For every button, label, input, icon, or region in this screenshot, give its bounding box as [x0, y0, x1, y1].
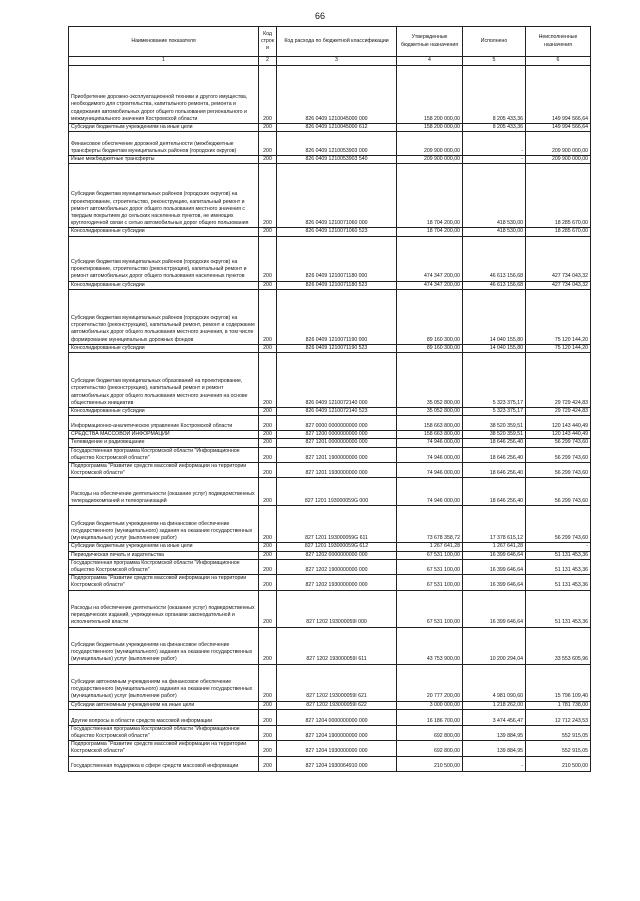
row-line-code: 200	[259, 478, 277, 506]
row-unexecuted: 51 131 453,36	[526, 590, 591, 627]
table-row	[69, 575, 591, 590]
table-row	[69, 431, 591, 439]
row-unexecuted: 51 131 453,36	[526, 559, 591, 574]
row-line-code: 200	[259, 236, 277, 281]
row-approved: 158 663 800,00	[397, 416, 463, 431]
row-budget-code: 826 0409 1210045000 000	[277, 66, 397, 124]
column-index: 6	[526, 57, 591, 66]
row-line-code: 200	[259, 228, 277, 236]
row-line-code: 200	[259, 416, 277, 431]
row-line-code: 200	[259, 551, 277, 559]
row-approved: 18 704 200,00	[397, 164, 463, 228]
row-line-code: 200	[259, 281, 277, 289]
row-executed: 14 040 155,80	[463, 289, 526, 344]
row-budget-code: 826 0409 1210071180 523	[277, 281, 397, 289]
table-row	[69, 156, 591, 164]
row-budget-code: 827 1202 1900000000 000	[277, 559, 397, 574]
row-budget-code: 826 0409 1210053903 540	[277, 156, 397, 164]
row-line-code: 200	[259, 590, 277, 627]
row-approved: 692 800,00	[397, 725, 463, 740]
header-line-code: Код строк и	[259, 27, 277, 57]
row-approved: 89 160 300,00	[397, 289, 463, 344]
row-budget-code: 827 1201 1900000000 000	[277, 447, 397, 462]
row-name: Консолидированные субсидии	[69, 408, 259, 416]
row-unexecuted: 149 994 566,64	[526, 124, 591, 132]
page-number: 66	[314, 11, 325, 21]
row-unexecuted: 552 915,05	[526, 725, 591, 740]
row-approved: 209 900 000,00	[397, 132, 463, 156]
row-name: Государственная поддержка в сфере средств массовой информации	[69, 756, 259, 771]
row-line-code: 200	[259, 156, 277, 164]
row-budget-code: 827 1204 1930064910 000	[277, 756, 397, 771]
row-executed: 18 646 256,40	[463, 439, 526, 447]
row-name: Периодическая печать и издательства	[69, 551, 259, 559]
row-executed: 139 884,95	[463, 725, 526, 740]
row-budget-code: 827 1201 193000059G 612	[277, 543, 397, 551]
row-line-code: 200	[259, 353, 277, 408]
row-name: Субсидии бюджетным учреждениям на иные цели	[69, 543, 259, 551]
row-executed: 10 200 294,04	[463, 627, 526, 664]
row-line-code: 200	[259, 543, 277, 551]
row-budget-code: 827 1202 193000059I 622	[277, 701, 397, 709]
row-approved: 35 052 800,00	[397, 408, 463, 416]
row-executed: -	[463, 132, 526, 156]
row-name: Субсидии бюджетам муниципальных районов (городских округов) на строительство (реконструкцию), капитальный ремонт, ремонт и содержание автомобильных дорог общего пользования местного значения, в том числе формирование муниципальных дорожных фондов	[69, 289, 259, 344]
row-executed: 18 646 256,40	[463, 463, 526, 478]
row-budget-code: 826 0409 1210071180 000	[277, 236, 397, 281]
table-row	[69, 709, 591, 725]
header-unexecuted: Неисполненные назначения	[526, 27, 591, 57]
row-name: Консолидированные субсидии	[69, 228, 259, 236]
row-line-code: 200	[259, 164, 277, 228]
row-executed: 16 399 646,64	[463, 590, 526, 627]
row-executed: 38 520 359,51	[463, 431, 526, 439]
row-unexecuted: 149 994 566,64	[526, 66, 591, 124]
row-unexecuted: 120 143 440,49	[526, 431, 591, 439]
row-executed: 16 399 646,64	[463, 551, 526, 559]
row-executed: 18 646 256,40	[463, 478, 526, 506]
table-row	[69, 590, 591, 627]
row-executed: 418 530,00	[463, 228, 526, 236]
row-budget-code: 827 1200 0000000000 000	[277, 431, 397, 439]
row-unexecuted: 51 131 453,36	[526, 551, 591, 559]
table-row	[69, 236, 591, 281]
row-name: Расходы на обеспечение деятельности (оказание услуг) подведомственных периодических изданий, учрежденных органами законодательной и исполнительной власти	[69, 590, 259, 627]
row-executed: 3 474 456,47	[463, 709, 526, 725]
table-row	[69, 439, 591, 447]
row-unexecuted: 427 734 043,32	[526, 281, 591, 289]
row-line-code: 200	[259, 741, 277, 756]
row-approved: 692 800,00	[397, 741, 463, 756]
row-approved: 20 777 200,00	[397, 664, 463, 701]
row-name: Иные межбюджетные трансферты	[69, 156, 259, 164]
row-unexecuted: 33 553 605,96	[526, 627, 591, 664]
row-name: Субсидии автономным учреждениям на финансовое обеспечение государственного (муниципального) задания на оказание государственных (муниципальных) услуг (выполнение работ)	[69, 664, 259, 701]
row-name: Приобретение дорожно-эксплуатационной техники и другого имущества, необходимого для строительства, капитального ремонта, ремонта и содержания автомобильных дорог общего пользования регионального и межмуниципального значения Костромской области	[69, 66, 259, 124]
column-index: 5	[463, 57, 526, 66]
row-line-code: 200	[259, 408, 277, 416]
column-index: 4	[397, 57, 463, 66]
row-executed: 139 884,95	[463, 741, 526, 756]
table-row	[69, 478, 591, 506]
row-name: Субсидии бюджетным учреждениям на финансовое обеспечение государственного (муниципального) задания на оказание государственных (муниципальных) услуг (выполнение работ)	[69, 627, 259, 664]
row-line-code: 200	[259, 439, 277, 447]
row-unexecuted: 210 500,00	[526, 756, 591, 771]
row-name: Государственная программа Костромской области "Информационное общество Костромской области"	[69, 725, 259, 740]
row-name: Телевидение и радиовещание	[69, 439, 259, 447]
row-executed: 16 399 646,64	[463, 559, 526, 574]
row-executed: -	[463, 756, 526, 771]
table-row	[69, 408, 591, 416]
row-executed: 1 267 641,28	[463, 543, 526, 551]
row-executed: 4 981 090,60	[463, 664, 526, 701]
table-row	[69, 416, 591, 431]
table-row	[69, 344, 591, 352]
row-executed: 38 520 359,51	[463, 416, 526, 431]
row-unexecuted: 15 796 109,40	[526, 664, 591, 701]
row-name: Субсидии бюджетным учреждениям на иные цели	[69, 124, 259, 132]
row-budget-code: 827 1204 1930000000 000	[277, 741, 397, 756]
row-approved: 210 500,00	[397, 756, 463, 771]
row-approved: 74 946 000,00	[397, 439, 463, 447]
row-approved: 16 186 700,00	[397, 709, 463, 725]
row-line-code: 200	[259, 506, 277, 543]
row-unexecuted: 56 299 743,60	[526, 439, 591, 447]
row-executed: 18 646 256,40	[463, 447, 526, 462]
row-name: Подпрограмма "Развитие средств массовой информации на территории Костромской области"	[69, 741, 259, 756]
row-budget-code: 827 0000 0000000000 000	[277, 416, 397, 431]
row-unexecuted: 75 120 144,20	[526, 289, 591, 344]
row-unexecuted: 56 299 743,60	[526, 447, 591, 462]
row-unexecuted: 56 299 743,60	[526, 478, 591, 506]
table-row	[69, 228, 591, 236]
row-executed: 46 613 156,68	[463, 236, 526, 281]
row-approved: 89 160 300,00	[397, 344, 463, 352]
row-unexecuted: 552 915,05	[526, 741, 591, 756]
table-row	[69, 66, 591, 124]
row-unexecuted: 18 285 670,00	[526, 164, 591, 228]
row-approved: 158 663 800,00	[397, 431, 463, 439]
row-budget-code: 827 1202 193000059I 611	[277, 627, 397, 664]
row-unexecuted: 12 712 243,53	[526, 709, 591, 725]
row-name: Консолидированные субсидии	[69, 344, 259, 352]
row-executed: -	[463, 156, 526, 164]
row-unexecuted: 1 781 738,00	[526, 701, 591, 709]
row-unexecuted: 51 131 453,36	[526, 575, 591, 590]
table-row	[69, 756, 591, 771]
row-name: Субсидии бюджетам муниципальных районов (городских округов) на проектирование, строительство (реконструкцию), капитальный ремонт и ремонт автомобильных дорог общего пользования населенных пунктов	[69, 236, 259, 281]
row-approved: 35 052 800,00	[397, 353, 463, 408]
row-unexecuted: 18 285 670,00	[526, 228, 591, 236]
row-line-code: 200	[259, 725, 277, 740]
row-name: Государственная программа Костромской области "Информационное общество Костромской области"	[69, 559, 259, 574]
row-approved: 1 267 641,28	[397, 543, 463, 551]
row-line-code: 200	[259, 627, 277, 664]
row-budget-code: 827 1202 193000059I 000	[277, 590, 397, 627]
row-executed: 1 218 262,00	[463, 701, 526, 709]
row-line-code: 200	[259, 559, 277, 574]
row-budget-code: 827 1204 1900000000 000	[277, 725, 397, 740]
row-name: Субсидии бюджетным учреждениям на финансовое обеспечение государственного (муниципального) задания на оказание государственных (муниципальных) услуг (выполнение работ)	[69, 506, 259, 543]
column-index: 1	[69, 57, 259, 66]
row-executed: 46 613 156,68	[463, 281, 526, 289]
row-budget-code: 827 1202 1930000000 000	[277, 575, 397, 590]
table-row	[69, 124, 591, 132]
row-approved: 74 946 000,00	[397, 463, 463, 478]
row-unexecuted: -	[526, 543, 591, 551]
table-row	[69, 664, 591, 701]
row-budget-code: 826 0409 1210053903 000	[277, 132, 397, 156]
row-approved: 43 753 900,00	[397, 627, 463, 664]
row-budget-code: 827 1201 0000000000 000	[277, 439, 397, 447]
table-row	[69, 701, 591, 709]
table-row	[69, 132, 591, 156]
row-budget-code: 826 0409 1210072140 523	[277, 408, 397, 416]
row-line-code: 200	[259, 431, 277, 439]
row-line-code: 200	[259, 756, 277, 771]
header-executed: Исполнено	[463, 27, 526, 57]
row-budget-code: 827 1201 193000059G 000	[277, 478, 397, 506]
row-budget-code: 826 0409 1210071190 523	[277, 344, 397, 352]
row-name: Государственная программа Костромской области "Информационное общество Костромской области"	[69, 447, 259, 462]
row-executed: 5 323 375,17	[463, 408, 526, 416]
row-executed: 418 530,00	[463, 164, 526, 228]
table-row	[69, 627, 591, 664]
row-line-code: 200	[259, 344, 277, 352]
row-line-code: 200	[259, 132, 277, 156]
row-budget-code: 826 0409 1210071060 523	[277, 228, 397, 236]
table-row	[69, 543, 591, 551]
row-unexecuted: 75 120 144,20	[526, 344, 591, 352]
row-executed: 5 323 375,17	[463, 353, 526, 408]
row-unexecuted: 427 734 043,32	[526, 236, 591, 281]
row-line-code: 200	[259, 124, 277, 132]
row-line-code: 200	[259, 66, 277, 124]
table-row	[69, 551, 591, 559]
row-budget-code: 827 1204 0000000000 000	[277, 709, 397, 725]
row-unexecuted: 56 299 743,60	[526, 506, 591, 543]
row-line-code: 200	[259, 575, 277, 590]
row-name: Субсидии автономным учреждениям на иные цели	[69, 701, 259, 709]
table-row	[69, 725, 591, 740]
row-name: Финансовое обеспечение дорожной деятельности (межбюджетные трансферты бюджетам муниципальных районов (городских округов)	[69, 132, 259, 156]
table-row	[69, 741, 591, 756]
table-row	[69, 281, 591, 289]
row-approved: 3 000 000,00	[397, 701, 463, 709]
row-approved: 74 946 000,00	[397, 478, 463, 506]
table-header-row	[69, 27, 591, 57]
row-budget-code: 827 1202 193000059I 621	[277, 664, 397, 701]
row-name: Другие вопросы в области средств массовой информации	[69, 709, 259, 725]
row-name: СРЕДСТВА МАССОВОЙ ИНФОРМАЦИИ	[69, 431, 259, 439]
column-index: 2	[259, 57, 277, 66]
row-line-code: 200	[259, 289, 277, 344]
row-line-code: 200	[259, 664, 277, 701]
row-approved: 67 531 100,00	[397, 575, 463, 590]
row-unexecuted: 209 900 000,00	[526, 156, 591, 164]
row-budget-code: 826 0409 1210071190 000	[277, 289, 397, 344]
row-approved: 158 200 000,00	[397, 124, 463, 132]
row-budget-code: 826 0409 1210072140 000	[277, 353, 397, 408]
row-line-code: 200	[259, 709, 277, 725]
row-name: Подпрограмма "Развитие средств массовой информации на территории Костромской области"	[69, 575, 259, 590]
row-name: Подпрограмма "Развитие средств массовой информации на территории Костромской области"	[69, 463, 259, 478]
row-approved: 209 900 000,00	[397, 156, 463, 164]
row-approved: 67 531 100,00	[397, 551, 463, 559]
table-row	[69, 559, 591, 574]
row-unexecuted: 29 729 424,83	[526, 408, 591, 416]
header-approved: Утвержденные бюджетные назначения	[397, 27, 463, 57]
row-approved: 474 347 200,00	[397, 236, 463, 281]
header-budget-code: Код расхода по бюджетной классификации	[277, 27, 397, 57]
row-name: Консолидированные субсидии	[69, 281, 259, 289]
row-approved: 474 347 200,00	[397, 281, 463, 289]
row-executed: 8 205 433,36	[463, 66, 526, 124]
table-row	[69, 463, 591, 478]
table-row	[69, 447, 591, 462]
row-name: Расходы на обеспечение деятельности (оказание услуг) подведомственных телерадиокомпаний и телеорганизаций	[69, 478, 259, 506]
row-approved: 74 946 000,00	[397, 447, 463, 462]
row-line-code: 200	[259, 701, 277, 709]
row-line-code: 200	[259, 463, 277, 478]
row-name: Субсидии бюджетам муниципальных районов (городских округов) на проектирование, строительство, реконструкцию, капитальный ремонт и ремонт автомобильных дорог общего пользования местного значения с твердым покрытием до сельских населенных пунктов, не имеющих круглогодичной связи с сетью автомобильных дорог общего пользования	[69, 164, 259, 228]
row-unexecuted: 56 299 743,60	[526, 463, 591, 478]
row-name: Информационно-аналитическое управление Костромской области	[69, 416, 259, 431]
table-row	[69, 289, 591, 344]
row-unexecuted: 120 143 440,49	[526, 416, 591, 431]
row-approved: 73 678 358,72	[397, 506, 463, 543]
row-name: Субсидии бюджетам муниципальных образований на проектирование, строительство (реконструкцию), капитальный ремонт и ремонт автомобильных дорог общего пользования местного значения на основе общественных инициатив	[69, 353, 259, 408]
column-index: 3	[277, 57, 397, 66]
row-budget-code: 826 0409 1210071060 000	[277, 164, 397, 228]
row-approved: 158 200 000,00	[397, 66, 463, 124]
row-unexecuted: 209 900 000,00	[526, 132, 591, 156]
header-name: Наименование показателя	[69, 27, 259, 57]
column-index-row	[69, 57, 591, 66]
row-executed: 17 378 615,12	[463, 506, 526, 543]
row-approved: 67 531 100,00	[397, 559, 463, 574]
row-budget-code: 827 1201 193000059G 611	[277, 506, 397, 543]
budget-execution-table	[68, 26, 591, 772]
table-row	[69, 164, 591, 228]
row-executed: 14 040 155,80	[463, 344, 526, 352]
row-executed: 16 399 646,64	[463, 575, 526, 590]
row-approved: 18 704 200,00	[397, 228, 463, 236]
table-row	[69, 506, 591, 543]
table-row	[69, 353, 591, 408]
row-line-code: 200	[259, 447, 277, 462]
row-approved: 67 531 100,00	[397, 590, 463, 627]
row-budget-code: 827 1201 1930000000 000	[277, 463, 397, 478]
row-executed: 8 205 433,36	[463, 124, 526, 132]
row-unexecuted: 29 729 424,83	[526, 353, 591, 408]
row-budget-code: 826 0409 1210045000 612	[277, 124, 397, 132]
row-budget-code: 827 1202 0000000000 000	[277, 551, 397, 559]
